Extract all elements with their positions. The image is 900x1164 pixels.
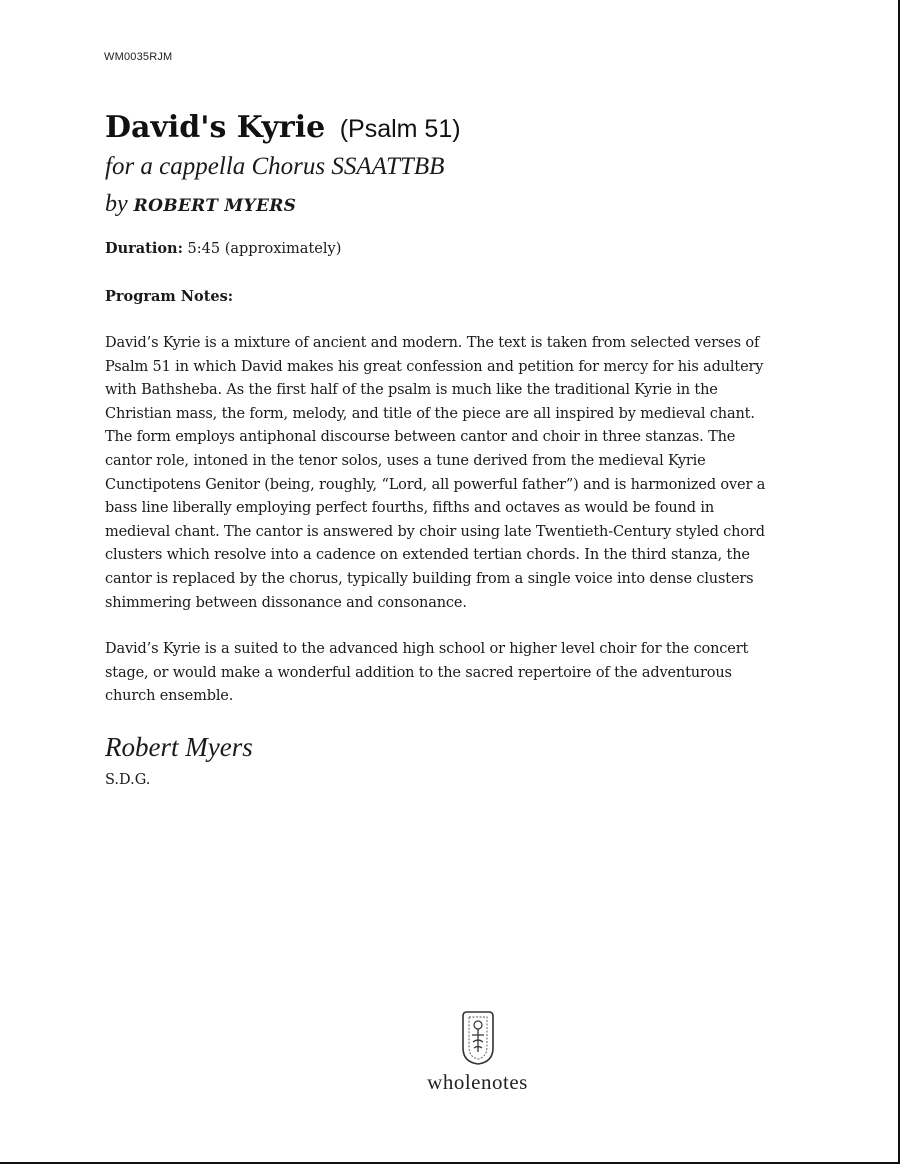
text-line: The form employs antiphonal discourse between cantor and choir in three stanzas. The xyxy=(105,429,736,446)
duration-label: Duration: xyxy=(105,240,183,257)
text-line: David’s Kyrie is a mixture of ancient and modern. The text is taken from selected verses of xyxy=(105,335,760,351)
composer-name: ROBERT MYERS xyxy=(133,196,297,216)
program-notes-paragraph-1 xyxy=(105,332,825,615)
text-line: Cunctipotens Genitor (being, roughly, “Lord, all powerful father”) and is harmonized over a xyxy=(105,476,766,493)
publisher-logo xyxy=(405,1008,550,1095)
byline-prefix: by xyxy=(105,191,128,217)
publisher-seal-icon xyxy=(453,1008,503,1066)
text-line: cantor role, intoned in the tenor solos, uses a tune derived from the medieval Kyrie xyxy=(105,452,706,469)
program-notes-heading: Program Notes: xyxy=(105,288,234,305)
text-line: David’s Kyrie is a suited to the advanced high school or higher level choir for the concert xyxy=(105,641,749,657)
program-notes-paragraph-2 xyxy=(105,638,825,709)
catalog-code: WM0035RJM xyxy=(104,51,173,63)
text-line: bass line liberally employing perfect fourths, fifths and octaves as would be found in xyxy=(105,500,715,517)
text-line: cantor is replaced by the chorus, typically building from a single voice into dense clusters xyxy=(105,570,754,587)
text-line: Christian mass, the form, melody, and title of the piece are all inspired by medieval chant. xyxy=(105,405,755,422)
text-line: stage, or would make a wonderful addition to the sacred repertoire of the adventurous xyxy=(105,664,732,681)
subtitle-voicing: for a cappella Chorus SSAATTBB xyxy=(105,153,445,180)
title-psalm: (Psalm 51) xyxy=(339,115,461,143)
text-line: church ensemble. xyxy=(105,688,234,705)
title-main: David's Kyrie xyxy=(105,110,326,145)
duration-value: 5:45 (approximately) xyxy=(187,241,342,257)
text-line: with Bathsheba. As the first half of the psalm is much like the traditional Kyrie in the xyxy=(105,382,718,399)
text-line: clusters which resolve into a cadence on extended tertian chords. In the third stanza, the xyxy=(105,547,750,564)
byline xyxy=(105,191,296,218)
publisher-wordmark: wholenotes xyxy=(427,1070,528,1094)
page-title xyxy=(105,110,461,145)
text-line: shimmering between dissonance and consonance. xyxy=(105,594,467,611)
closing-sdg: S.D.G. xyxy=(105,772,151,788)
text-line: Psalm 51 in which David makes his great confession and petition for mercy for his adultery xyxy=(105,358,764,375)
text-line: medieval chant. The cantor is answered by choir using late Twentieth-Century styled chord xyxy=(105,523,765,540)
composer-signature: Robert Myers xyxy=(105,732,253,762)
duration xyxy=(105,240,341,257)
